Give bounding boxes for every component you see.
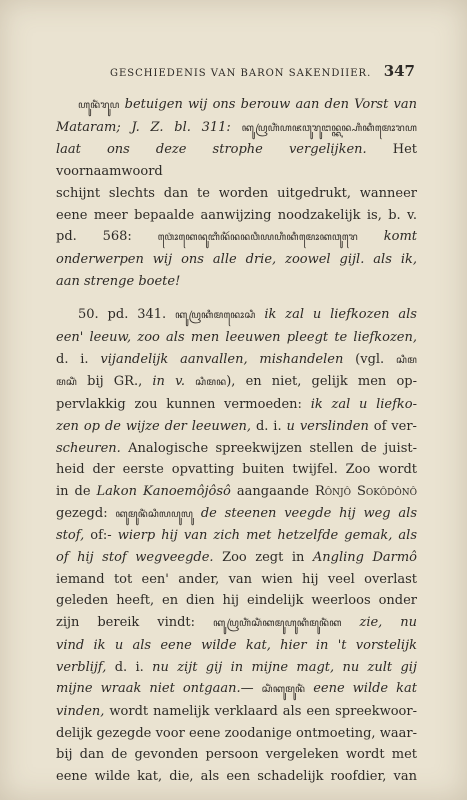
text-line: onderwerpen wij ons alle drie, zoowel gijl. als ik, bbox=[56, 251, 417, 267]
italic-text: de steenen veegde hij weg als bbox=[200, 505, 418, 521]
body-text: in de bbox=[56, 483, 91, 499]
javanese-script: ꦏꦸꦩꦸꦤꦶꦁꦱꦶꦭꦥꦸꦭꦸ bbox=[115, 508, 194, 520]
page-number: 347 bbox=[383, 62, 415, 80]
text-line: een' leeuw, zoo als men leeuwen pleegt te liefkozen, bbox=[56, 330, 417, 346]
italic-text: wierp hij van zich met hetzelfde gemak, als bbox=[117, 528, 417, 544]
italic-text: verblijf, bbox=[56, 659, 107, 675]
body-text: ), en niet, gelijk men op- bbox=[226, 374, 417, 390]
italic-text: scheuren. bbox=[56, 440, 121, 456]
italic-text: stof, bbox=[56, 528, 85, 544]
italic-text: betuigen wij ons berouw aan den Vorst van bbox=[124, 97, 417, 112]
body-text: aangaande bbox=[236, 483, 309, 499]
page-header bbox=[110, 62, 415, 80]
text-line: aan strenge boete! bbox=[56, 273, 181, 289]
body-text: d. i. bbox=[56, 351, 89, 367]
javanese-script: ꦏꦸꦥꦿꦲꦶꦁꦲꦗꦮꦸꦫꦸꦔꦤ꧀ꦏꦤ꧀ꦲꦶꦏꦶꦩꦺꦴꦫꦲ bbox=[241, 122, 417, 134]
italic-text: nu zijt gij in mijne magt, nu zult gij bbox=[152, 659, 417, 675]
text-line: vind ik u als eene wilde kat, hier in 't vorstelijk bbox=[56, 637, 417, 653]
text-line bbox=[56, 503, 417, 526]
body-text: (vgl. bbox=[355, 351, 385, 367]
italic-text: zen op de wijze der leeuwen, bbox=[56, 418, 252, 434]
text-line bbox=[56, 701, 417, 723]
body-text: zijn bereik vindt: bbox=[56, 615, 196, 631]
paragraph-continuation bbox=[56, 94, 417, 292]
text-line: eene meer bepaalde aanwijzing noodzakelijk is, b. v. bbox=[56, 207, 417, 223]
small-caps-text: Rônjô Sokôdônô bbox=[314, 483, 417, 499]
italic-text: mijne wraak niet ontgaan.— bbox=[56, 681, 254, 697]
text-line bbox=[56, 371, 417, 394]
body-text: Zoo zegt in bbox=[222, 550, 305, 566]
body-text: pd. 568: bbox=[56, 229, 132, 245]
javanese-script: ꦮꦺꦴꦁꦏꦺꦤꦸꦧꦶꦤꦶꦂꦤꦤꦮꦶꦪꦲꦶꦏꦶꦩꦺꦴꦏꦮꦸꦫꦺ bbox=[157, 232, 358, 244]
javanese-script: ꦏꦸꦥꦿꦲꦶꦁꦱꦶꦁꦏꦩꦸꦲꦸꦏꦶꦩꦸꦤꦶꦁꦏ bbox=[212, 618, 342, 630]
text-line bbox=[56, 678, 417, 701]
text-line bbox=[56, 416, 417, 438]
italic-text: vijandelijk aanvallen, mishandelen bbox=[100, 351, 344, 367]
body-text: Analogische spreekwijzen stellen de juist- bbox=[128, 440, 418, 456]
body-text: d. i. bbox=[255, 418, 282, 434]
page-body bbox=[56, 94, 417, 788]
italic-text: Angling Darmô bbox=[312, 550, 417, 566]
text-line: iemand tot een' ander, van wien hij veel overlast bbox=[56, 571, 417, 587]
italic-text: u verslinden bbox=[286, 418, 369, 434]
body-text: Het voornaamwoord bbox=[56, 142, 418, 180]
italic-text: Mataram; J. Z. bl. 311: bbox=[56, 119, 231, 135]
javanese-script: ꦱꦶꦩ bbox=[396, 354, 417, 366]
paragraph-note-50 bbox=[56, 304, 417, 787]
text-line bbox=[56, 139, 417, 182]
text-line bbox=[56, 612, 417, 635]
text-line bbox=[56, 394, 417, 416]
body-text: bij GR., bbox=[87, 374, 143, 390]
italic-text: laat ons deze strophe vergelijken. bbox=[56, 142, 367, 158]
text-line bbox=[56, 117, 417, 140]
note-reference: 50. pd. 341. bbox=[78, 307, 167, 323]
italic-text: in v. bbox=[152, 374, 185, 390]
body-text: gezegd: bbox=[56, 505, 108, 521]
italic-text: ik zal u liefko- bbox=[310, 397, 418, 413]
text-line: delijk gezegde voor eene zoodanige ontmoeting, waar- bbox=[56, 725, 417, 741]
text-line bbox=[56, 438, 417, 460]
javanese-script: ꦲꦸꦤꦶꦁꦫꦸꦥ bbox=[78, 100, 120, 111]
italic-text: of hij stof wegveegde. bbox=[56, 550, 214, 566]
text-line bbox=[56, 94, 417, 117]
text-line bbox=[56, 226, 417, 249]
body-text: wordt namelijk verklaard als een spreekwoor- bbox=[109, 703, 417, 719]
text-line bbox=[56, 481, 417, 503]
italic-text: zie, nu bbox=[359, 615, 417, 631]
italic-text: Lakon Kanoemôjôsô bbox=[96, 483, 231, 499]
text-line bbox=[56, 525, 417, 547]
text-line: schijnt slechts dan te worden uitgedrukt, wanneer bbox=[56, 185, 417, 201]
body-text: of ver- bbox=[373, 418, 417, 434]
text-line bbox=[56, 349, 417, 372]
text-line bbox=[56, 547, 417, 569]
javanese-script: ꦱꦶꦩꦤ bbox=[195, 377, 227, 389]
javanese-script: ꦱꦶꦁꦏꦸꦩꦸꦤꦶꦁ bbox=[261, 684, 306, 696]
body-text: d. i. bbox=[114, 659, 144, 675]
text-line: bij dan de gevonden persoon vergeleken wordt met bbox=[56, 747, 417, 763]
italic-text: eene wilde kat bbox=[313, 681, 418, 697]
text-line: eene wilde kat, die, als een schadelijk roofdier, van bbox=[56, 769, 417, 785]
body-text: pervlakkig zou kunnen vermoeden: bbox=[56, 397, 302, 413]
javanese-script: ꦩꦱꦶꦁ bbox=[56, 377, 77, 389]
text-line: heid der eerste opvatting buiten twijfel. Zoo wordt bbox=[56, 462, 417, 478]
body-text: of:- bbox=[90, 528, 112, 544]
italic-text: komt bbox=[383, 229, 418, 245]
italic-text: vinden, bbox=[56, 703, 105, 719]
javanese-script: ꦏꦸꦥꦿꦏꦶꦩꦤꦺꦴꦱꦶ bbox=[175, 310, 256, 322]
text-line: geleden heeft, en dien hij eindelijk weerloos onder bbox=[56, 593, 417, 609]
running-title: GESCHIEDENIS VAN BARON SAKENDIIER. bbox=[110, 68, 372, 79]
text-line bbox=[56, 304, 417, 327]
text-line bbox=[56, 657, 417, 679]
italic-text: ik zal u liefkozen als bbox=[264, 307, 417, 323]
